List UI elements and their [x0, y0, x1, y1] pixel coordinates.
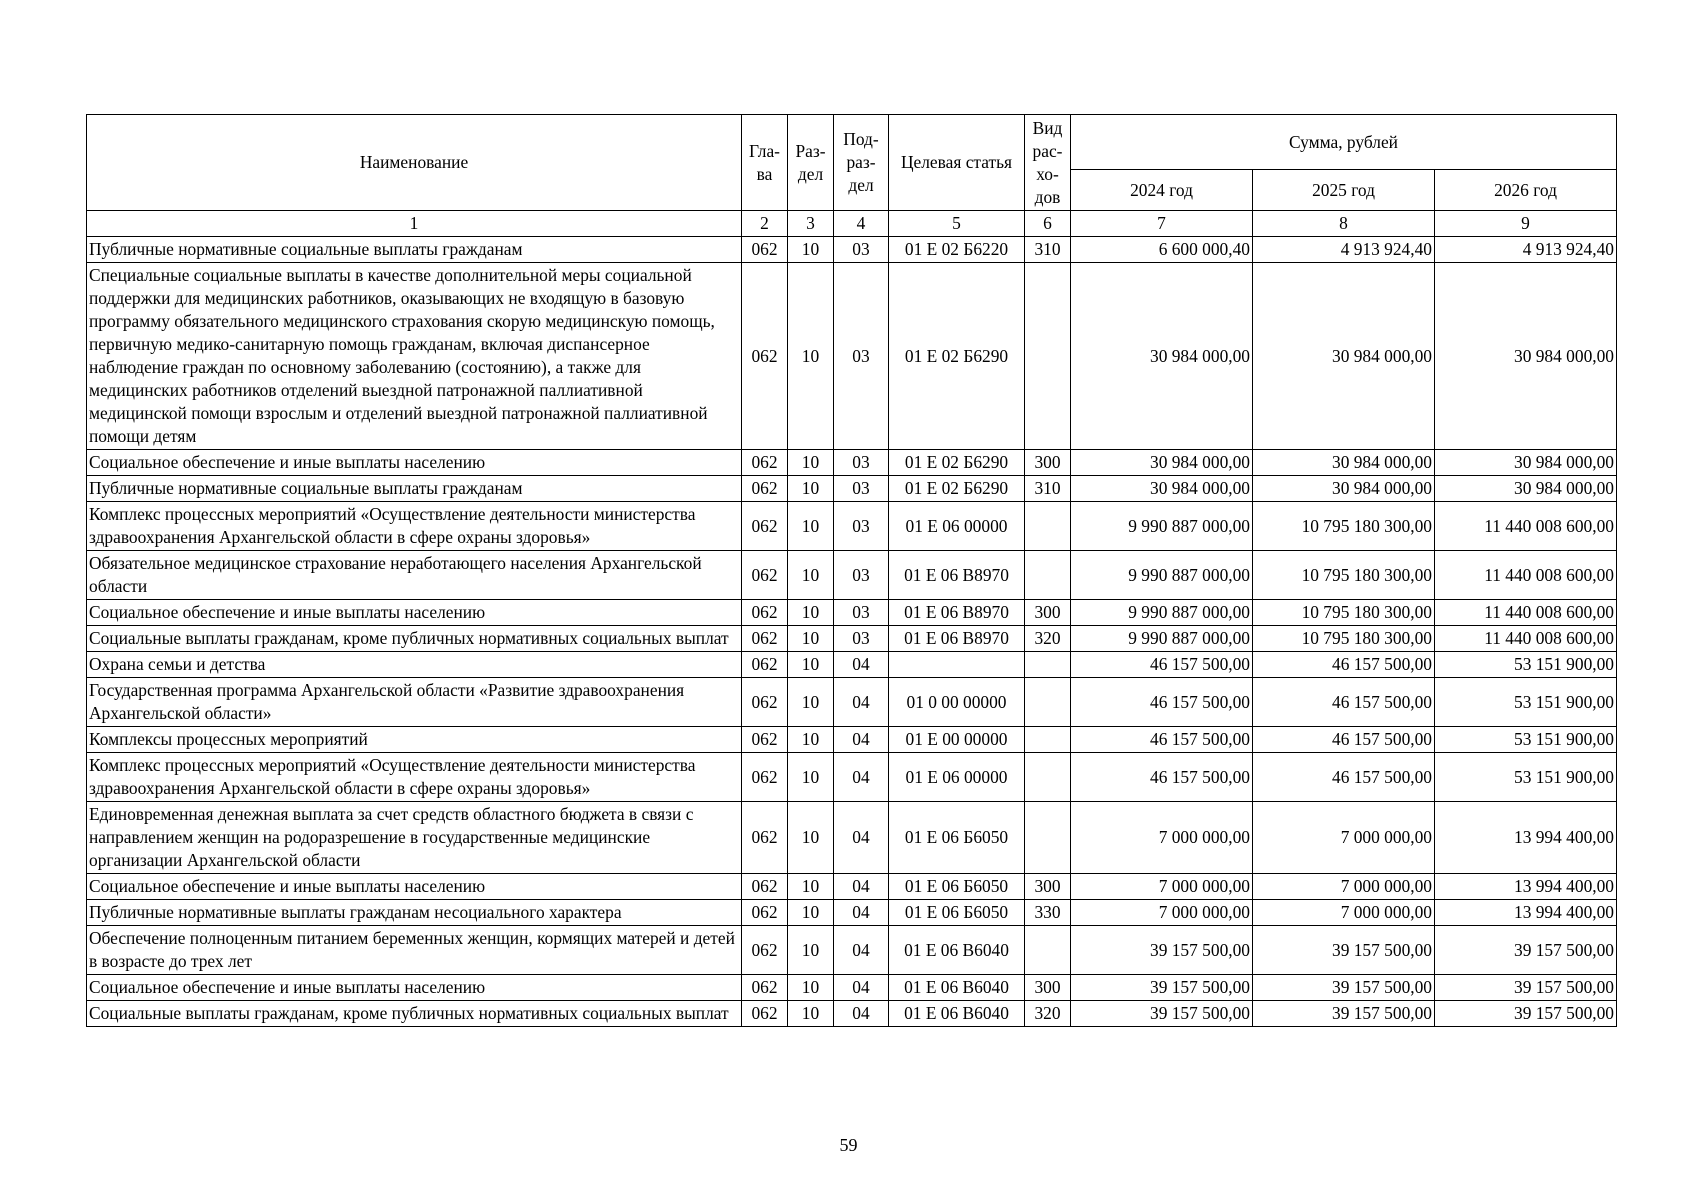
row-vid-rashodov: [1025, 652, 1071, 678]
row-celevaya-statya: 01 0 00 00000: [889, 678, 1025, 727]
row-podrazdel: 03: [834, 626, 889, 652]
table-row: [87, 1001, 1617, 1027]
row-sum-2026: 53 151 900,00: [1435, 753, 1617, 802]
row-sum-2025: 30 984 000,00: [1253, 450, 1435, 476]
table-row: [87, 652, 1617, 678]
row-sum-2025: 39 157 500,00: [1253, 975, 1435, 1001]
row-razdel: 10: [788, 727, 834, 753]
row-name: Комплекс процессных мероприятий «Осуществление деятельности министерства здравоохранения Архангельской области в сфере охраны здоровья»: [87, 753, 742, 802]
row-sum-2024: 30 984 000,00: [1071, 450, 1253, 476]
row-name: Обеспечение полноценным питанием беременных женщин, кормящих матерей и детей в возрасте до трех лет: [87, 926, 742, 975]
row-podrazdel: 04: [834, 1001, 889, 1027]
row-sum-2025: 30 984 000,00: [1253, 263, 1435, 450]
row-glava: 062: [742, 502, 788, 551]
row-razdel: 10: [788, 263, 834, 450]
row-celevaya-statya: 01 Е 06 В6040: [889, 926, 1025, 975]
row-name: Социальное обеспечение и иные выплаты населению: [87, 874, 742, 900]
row-sum-2024: 7 000 000,00: [1071, 802, 1253, 874]
column-number: 4: [834, 211, 889, 237]
table-row: [87, 263, 1617, 450]
row-name: Публичные нормативные социальные выплаты гражданам: [87, 476, 742, 502]
row-vid-rashodov: 300: [1025, 600, 1071, 626]
table-header: [87, 115, 1617, 237]
row-sum-2026: 11 440 008 600,00: [1435, 600, 1617, 626]
column-number: 2: [742, 211, 788, 237]
column-number: 9: [1435, 211, 1617, 237]
table-row: [87, 450, 1617, 476]
row-razdel: 10: [788, 600, 834, 626]
row-sum-2024: 39 157 500,00: [1071, 926, 1253, 975]
row-razdel: 10: [788, 874, 834, 900]
row-razdel: 10: [788, 502, 834, 551]
row-name: Единовременная денежная выплата за счет средств областного бюджета в связи с направлением женщин на родоразрешение в государственные медицинские организации Архангельской области: [87, 802, 742, 874]
row-celevaya-statya: 01 Е 02 Б6290: [889, 450, 1025, 476]
row-vid-rashodov: 330: [1025, 900, 1071, 926]
row-sum-2026: 30 984 000,00: [1435, 450, 1617, 476]
row-sum-2025: 46 157 500,00: [1253, 753, 1435, 802]
row-sum-2024: 7 000 000,00: [1071, 874, 1253, 900]
table-row: [87, 900, 1617, 926]
row-podrazdel: 04: [834, 802, 889, 874]
row-vid-rashodov: [1025, 551, 1071, 600]
row-podrazdel: 03: [834, 502, 889, 551]
header-podrazdel: Под-раз-дел: [834, 115, 889, 211]
row-vid-rashodov: 310: [1025, 476, 1071, 502]
row-name: Обязательное медицинское страхование неработающего населения Архангельской области: [87, 551, 742, 600]
row-vid-rashodov: [1025, 678, 1071, 727]
row-glava: 062: [742, 926, 788, 975]
row-sum-2024: 9 990 887 000,00: [1071, 551, 1253, 600]
row-glava: 062: [742, 874, 788, 900]
row-vid-rashodov: [1025, 802, 1071, 874]
row-sum-2024: 46 157 500,00: [1071, 727, 1253, 753]
table-row: [87, 753, 1617, 802]
row-vid-rashodov: 320: [1025, 626, 1071, 652]
row-sum-2025: 7 000 000,00: [1253, 802, 1435, 874]
row-podrazdel: 03: [834, 476, 889, 502]
row-glava: 062: [742, 678, 788, 727]
row-razdel: 10: [788, 450, 834, 476]
row-celevaya-statya: 01 Е 06 В8970: [889, 626, 1025, 652]
budget-table: [86, 114, 1617, 1027]
row-name: Социальное обеспечение и иные выплаты населению: [87, 450, 742, 476]
row-glava: 062: [742, 600, 788, 626]
row-celevaya-statya: 01 Е 06 В6040: [889, 1001, 1025, 1027]
column-number: 5: [889, 211, 1025, 237]
row-sum-2025: 46 157 500,00: [1253, 678, 1435, 727]
row-sum-2025: 10 795 180 300,00: [1253, 626, 1435, 652]
table-row: [87, 874, 1617, 900]
row-razdel: 10: [788, 551, 834, 600]
row-podrazdel: 03: [834, 551, 889, 600]
header-name: Наименование: [87, 115, 742, 211]
row-sum-2026: 39 157 500,00: [1435, 1001, 1617, 1027]
row-podrazdel: 03: [834, 450, 889, 476]
row-sum-2026: 53 151 900,00: [1435, 678, 1617, 727]
row-podrazdel: 03: [834, 263, 889, 450]
row-name: Социальное обеспечение и иные выплаты населению: [87, 975, 742, 1001]
column-number: 1: [87, 211, 742, 237]
row-name: Комплекс процессных мероприятий «Осуществление деятельности министерства здравоохранения Архангельской области в сфере охраны здоровья»: [87, 502, 742, 551]
row-sum-2026: 11 440 008 600,00: [1435, 551, 1617, 600]
row-vid-rashodov: [1025, 263, 1071, 450]
row-celevaya-statya: 01 Е 06 В8970: [889, 551, 1025, 600]
row-sum-2024: 9 990 887 000,00: [1071, 600, 1253, 626]
header-year-2026: 2026 год: [1435, 170, 1617, 211]
row-sum-2026: 30 984 000,00: [1435, 263, 1617, 450]
row-razdel: 10: [788, 753, 834, 802]
row-celevaya-statya: [889, 652, 1025, 678]
row-podrazdel: 04: [834, 753, 889, 802]
row-glava: 062: [742, 975, 788, 1001]
row-sum-2025: 46 157 500,00: [1253, 727, 1435, 753]
column-number: 8: [1253, 211, 1435, 237]
row-vid-rashodov: [1025, 727, 1071, 753]
column-number: 6: [1025, 211, 1071, 237]
header-celevaya-statya: Целевая статья: [889, 115, 1025, 211]
row-sum-2026: 53 151 900,00: [1435, 652, 1617, 678]
table-row: [87, 926, 1617, 975]
column-number: 7: [1071, 211, 1253, 237]
row-sum-2026: 11 440 008 600,00: [1435, 502, 1617, 551]
page-number: 59: [839, 1135, 858, 1155]
row-podrazdel: 04: [834, 678, 889, 727]
row-razdel: 10: [788, 626, 834, 652]
row-glava: 062: [742, 450, 788, 476]
row-podrazdel: 04: [834, 900, 889, 926]
row-name: Публичные нормативные выплаты гражданам несоциального характера: [87, 900, 742, 926]
row-glava: 062: [742, 753, 788, 802]
row-sum-2024: 7 000 000,00: [1071, 900, 1253, 926]
row-vid-rashodov: [1025, 926, 1071, 975]
row-sum-2024: 30 984 000,00: [1071, 263, 1253, 450]
row-celevaya-statya: 01 Е 06 Б6050: [889, 802, 1025, 874]
row-name: Специальные социальные выплаты в качестве дополнительной меры социальной поддержки для медицинских работников, оказывающих не входящую в базовую программу обязательного медицинского страхования скорую медицинскую помощь, первичную медико-санитарную помощь гражданам, включая диспансерное наблюдение граждан по основному заболеванию (состоянию), а также для медицинских работников отделений выездной патронажной паллиативной медицинской помощи взрослым и отделений выездной патронажной паллиативной помощи детям: [87, 263, 742, 450]
row-vid-rashodov: [1025, 753, 1071, 802]
row-sum-2025: 4 913 924,40: [1253, 237, 1435, 263]
row-razdel: 10: [788, 975, 834, 1001]
row-vid-rashodov: 300: [1025, 874, 1071, 900]
row-podrazdel: 03: [834, 237, 889, 263]
table-row: [87, 678, 1617, 727]
row-celevaya-statya: 01 Е 06 В8970: [889, 600, 1025, 626]
row-sum-2026: 11 440 008 600,00: [1435, 626, 1617, 652]
row-celevaya-statya: 01 Е 06 00000: [889, 502, 1025, 551]
table-row: [87, 727, 1617, 753]
row-sum-2025: 10 795 180 300,00: [1253, 600, 1435, 626]
row-celevaya-statya: 01 Е 06 Б6050: [889, 900, 1025, 926]
row-celevaya-statya: 01 Е 00 00000: [889, 727, 1025, 753]
row-celevaya-statya: 01 Е 06 В6040: [889, 975, 1025, 1001]
table-row: [87, 551, 1617, 600]
row-sum-2026: 39 157 500,00: [1435, 975, 1617, 1001]
row-glava: 062: [742, 900, 788, 926]
row-glava: 062: [742, 727, 788, 753]
column-numbers-row: [87, 211, 1617, 237]
row-vid-rashodov: 310: [1025, 237, 1071, 263]
row-sum-2025: 30 984 000,00: [1253, 476, 1435, 502]
row-sum-2024: 46 157 500,00: [1071, 753, 1253, 802]
header-summa: Сумма, рублей: [1071, 115, 1617, 170]
row-vid-rashodov: [1025, 502, 1071, 551]
row-sum-2026: 30 984 000,00: [1435, 476, 1617, 502]
row-razdel: 10: [788, 652, 834, 678]
table-row: [87, 237, 1617, 263]
table-row: [87, 975, 1617, 1001]
row-podrazdel: 04: [834, 874, 889, 900]
row-sum-2026: 13 994 400,00: [1435, 874, 1617, 900]
row-sum-2025: 46 157 500,00: [1253, 652, 1435, 678]
row-sum-2024: 9 990 887 000,00: [1071, 502, 1253, 551]
row-sum-2025: 10 795 180 300,00: [1253, 502, 1435, 551]
row-sum-2024: 30 984 000,00: [1071, 476, 1253, 502]
row-name: Социальные выплаты гражданам, кроме публичных нормативных социальных выплат: [87, 626, 742, 652]
row-celevaya-statya: 01 Е 02 Б6220: [889, 237, 1025, 263]
row-name: Социальные выплаты гражданам, кроме публичных нормативных социальных выплат: [87, 1001, 742, 1027]
row-celevaya-statya: 01 Е 06 Б6050: [889, 874, 1025, 900]
row-razdel: 10: [788, 237, 834, 263]
row-razdel: 10: [788, 900, 834, 926]
row-glava: 062: [742, 263, 788, 450]
row-sum-2026: 53 151 900,00: [1435, 727, 1617, 753]
row-sum-2024: 39 157 500,00: [1071, 1001, 1253, 1027]
table-body: [87, 237, 1617, 1027]
row-podrazdel: 04: [834, 652, 889, 678]
row-sum-2026: 39 157 500,00: [1435, 926, 1617, 975]
table-row: [87, 600, 1617, 626]
header-year-2024: 2024 год: [1071, 170, 1253, 211]
row-vid-rashodov: 300: [1025, 975, 1071, 1001]
row-razdel: 10: [788, 1001, 834, 1027]
row-glava: 062: [742, 652, 788, 678]
row-vid-rashodov: 320: [1025, 1001, 1071, 1027]
row-glava: 062: [742, 237, 788, 263]
table-row: [87, 626, 1617, 652]
row-glava: 062: [742, 626, 788, 652]
row-sum-2024: 46 157 500,00: [1071, 652, 1253, 678]
header-razdel: Раз-дел: [788, 115, 834, 211]
row-razdel: 10: [788, 476, 834, 502]
row-celevaya-statya: 01 Е 02 Б6290: [889, 263, 1025, 450]
column-number: 3: [788, 211, 834, 237]
row-name: Социальное обеспечение и иные выплаты населению: [87, 600, 742, 626]
row-celevaya-statya: 01 Е 02 Б6290: [889, 476, 1025, 502]
header-year-2025: 2025 год: [1253, 170, 1435, 211]
row-sum-2024: 39 157 500,00: [1071, 975, 1253, 1001]
row-sum-2024: 6 600 000,40: [1071, 237, 1253, 263]
row-celevaya-statya: 01 Е 06 00000: [889, 753, 1025, 802]
row-glava: 062: [742, 802, 788, 874]
row-glava: 062: [742, 1001, 788, 1027]
row-glava: 062: [742, 476, 788, 502]
row-glava: 062: [742, 551, 788, 600]
row-razdel: 10: [788, 678, 834, 727]
row-sum-2026: 4 913 924,40: [1435, 237, 1617, 263]
row-razdel: 10: [788, 802, 834, 874]
row-name: Публичные нормативные социальные выплаты гражданам: [87, 237, 742, 263]
row-sum-2026: 13 994 400,00: [1435, 802, 1617, 874]
row-sum-2024: 9 990 887 000,00: [1071, 626, 1253, 652]
row-vid-rashodov: 300: [1025, 450, 1071, 476]
row-sum-2025: 7 000 000,00: [1253, 874, 1435, 900]
row-sum-2024: 46 157 500,00: [1071, 678, 1253, 727]
row-sum-2025: 7 000 000,00: [1253, 900, 1435, 926]
row-sum-2026: 13 994 400,00: [1435, 900, 1617, 926]
row-name: Государственная программа Архангельской области «Развитие здравоохранения Архангельской области»: [87, 678, 742, 727]
table-row: [87, 502, 1617, 551]
header-vid-rashodov: Вид рас-хо-дов: [1025, 115, 1071, 211]
row-name: Охрана семьи и детства: [87, 652, 742, 678]
row-podrazdel: 04: [834, 727, 889, 753]
row-podrazdel: 03: [834, 600, 889, 626]
row-sum-2025: 10 795 180 300,00: [1253, 551, 1435, 600]
row-razdel: 10: [788, 926, 834, 975]
row-sum-2025: 39 157 500,00: [1253, 1001, 1435, 1027]
header-glava: Гла-ва: [742, 115, 788, 211]
row-podrazdel: 04: [834, 975, 889, 1001]
row-name: Комплексы процессных мероприятий: [87, 727, 742, 753]
table-row: [87, 476, 1617, 502]
table-row: [87, 802, 1617, 874]
row-podrazdel: 04: [834, 926, 889, 975]
budget-table-container: [86, 114, 1616, 1027]
row-sum-2025: 39 157 500,00: [1253, 926, 1435, 975]
